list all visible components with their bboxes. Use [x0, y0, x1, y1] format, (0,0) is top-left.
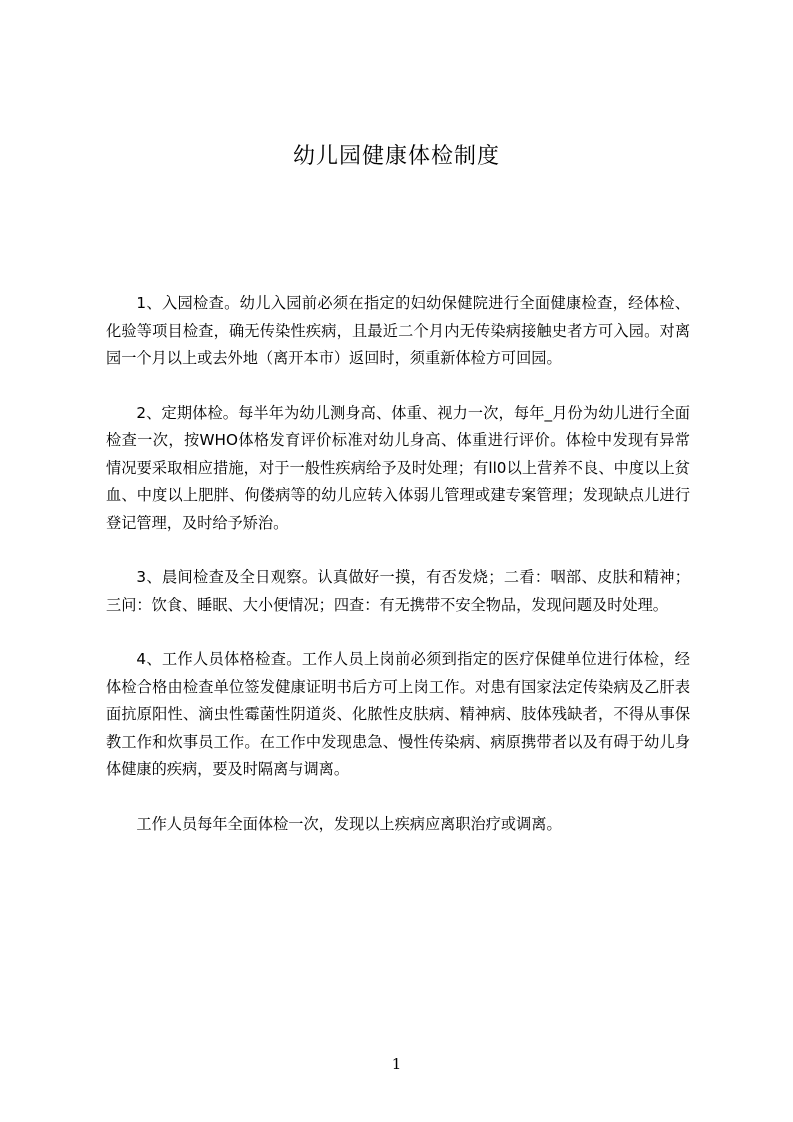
page-title: 幼儿园健康体检制度	[292, 144, 500, 169]
paragraph-regular-checkup: 2、定期体检。每半年为幼儿测身高、体重、视力一次，每年_月份为幼儿进行全面检查一次，按WHO体格发育评价标准对幼儿身高、体重进行评价。体检中发现有异常情况要采取相应措施，对于一般性疾病给予及时处理；有ll0以上营养不良、中度以上贫血、中度以上肥胖、佝偻病等的幼儿应转入体弱儿管理或建专案管理；发现缺点儿进行登记管理，及时给予矫治。	[106, 403, 690, 532]
paragraph-staff-checkup: 4、工作人员体格检查。工作人员上岗前必须到指定的医疗保健单位进行体检，经体检合格由检查单位签发健康证明书后方可上岗工作。对患有国家法定传染病及乙肝表面抗原阳性、滴虫性霉菌性阴道炎、化脓性皮肤病、精神病、肢体残缺者，不得从事保教工作和炊事员工作。在工作中发现患急、慢性传染病、病原携带者以及有碍于幼儿身体健康的疾病，要及时隔离与调离。	[106, 650, 690, 778]
paragraph-morning-check: 3、晨间检查及全日观察。认真做好一摸，有否发烧；二看：咽部、皮肤和精神；三问：饮食、睡眠、大小便情况；四查：有无携带不安全物品，发现问题及时处理。	[106, 568, 690, 614]
paragraph-staff-annual: 工作人员每年全面体检一次，发现以上疾病应离职治疗或调离。	[136, 814, 562, 833]
page-number: 1	[391, 1055, 402, 1073]
document-body	[106, 290, 690, 865]
paragraph-admission-check: 1、入园检查。幼儿入园前必须在指定的妇幼保健院进行全面健康检查，经体检、化验等项目检查，确无传染性疾病，且最近二个月内无传染病接触史者方可入园。对离园一个月以上或去外地（离开本市）返回时，须重新体检方可回园。	[106, 294, 690, 367]
